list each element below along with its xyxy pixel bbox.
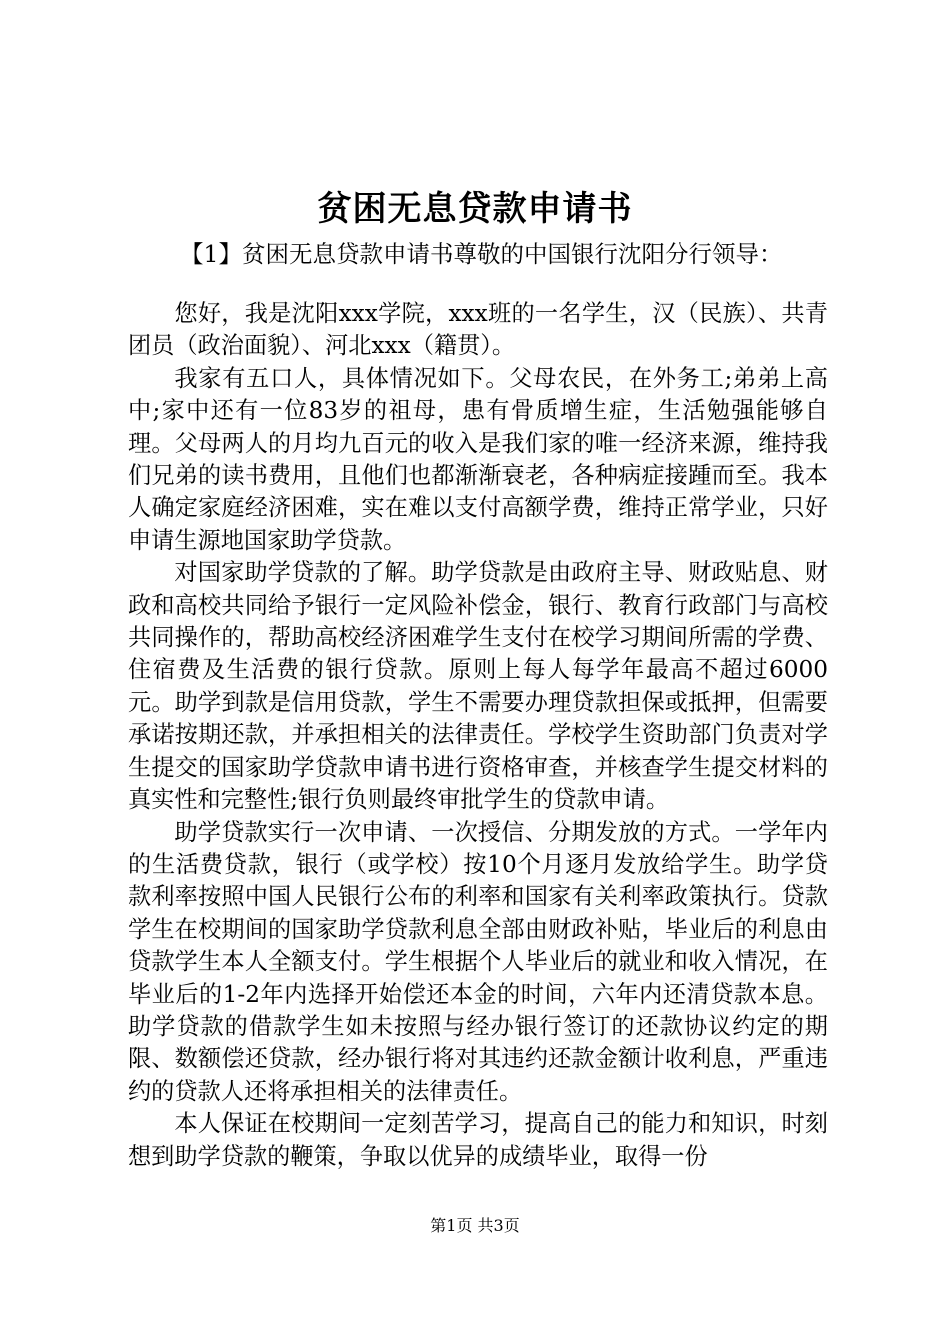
page-footer: 第1页 共3页 [430, 1216, 520, 1235]
paragraph: 您好，我是沈阳xxx学院，xxx班的一名学生，汉（民族）、共青团员（政治面貌）、河北xxx（籍贯）。 [128, 300, 828, 360]
document-title: 贫困无息贷款申请书 [317, 189, 633, 229]
paragraph: 对国家助学贷款的了解。助学贷款是由政府主导、财政贴息、财政和高校共同给予银行一定风险补偿金，银行、教育行政部门与高校共同操作的，帮助高校经济困难学生支付在校学习期间所需的学费、住宿费及生活费的银行贷款。原则上每人每学年最高不超过6000元。助学到款是信用贷款，学生不需要办理贷款担保或抵押，但需要承诺按期还款，并承担相关的法律责任。学校学生资助部门负责对学生提交的国家助学贷款申请书进行资格审查，并核查学生提交材料的真实性和完整性;银行负则最终审批学生的贷款申请。 [128, 559, 828, 814]
paragraph: 我家有五口人，具体情况如下。父母农民，在外务工;弟弟上高中;家中还有一位83岁的祖母，患有骨质增生症，生活勉强能够自理。父母两人的月均九百元的收入是我们家的唯一经济来源，维持我们兄弟的读书费用，且他们也都渐渐衰老，各种病症接踵而至。我本人确定家庭经济困难，实在难以支付高额学费，维持正常学业，只好申请生源地国家助学贷款。 [128, 364, 828, 554]
paragraph: 助学贷款实行一次申请、一次授信、分期发放的方式。一学年内的生活费贷款，银行（或学校）按10个月逐月发放给学生。助学贷款利率按照中国人民银行公布的利率和国家有关利率政策执行。贷款学生在校期间的国家助学贷款利息全部由财政补贴，毕业后的利息由贷款学生本人全额支付。学生根据个人毕业后的就业和收入情况，在毕业后的1-2年内选择开始偿还本金的时间，六年内还清贷款本息。助学贷款的借款学生如未按照与经办银行签订的还款协议约定的期限、数额偿还贷款，经办银行将对其违约还款金额计收利息，严重违约的贷款人还将承担相关的法律责任。 [128, 818, 828, 1105]
document-subtitle: 【1】贫困无息贷款申请书尊敬的中国银行沈阳分行领导： [180, 240, 783, 268]
paragraph: 本人保证在校期间一定刻苦学习，提高自己的能力和知识，时刻想到助学贷款的鞭策，争取以优异的成绩毕业，取得一份 [128, 1110, 828, 1170]
document-body [128, 298, 828, 1173]
